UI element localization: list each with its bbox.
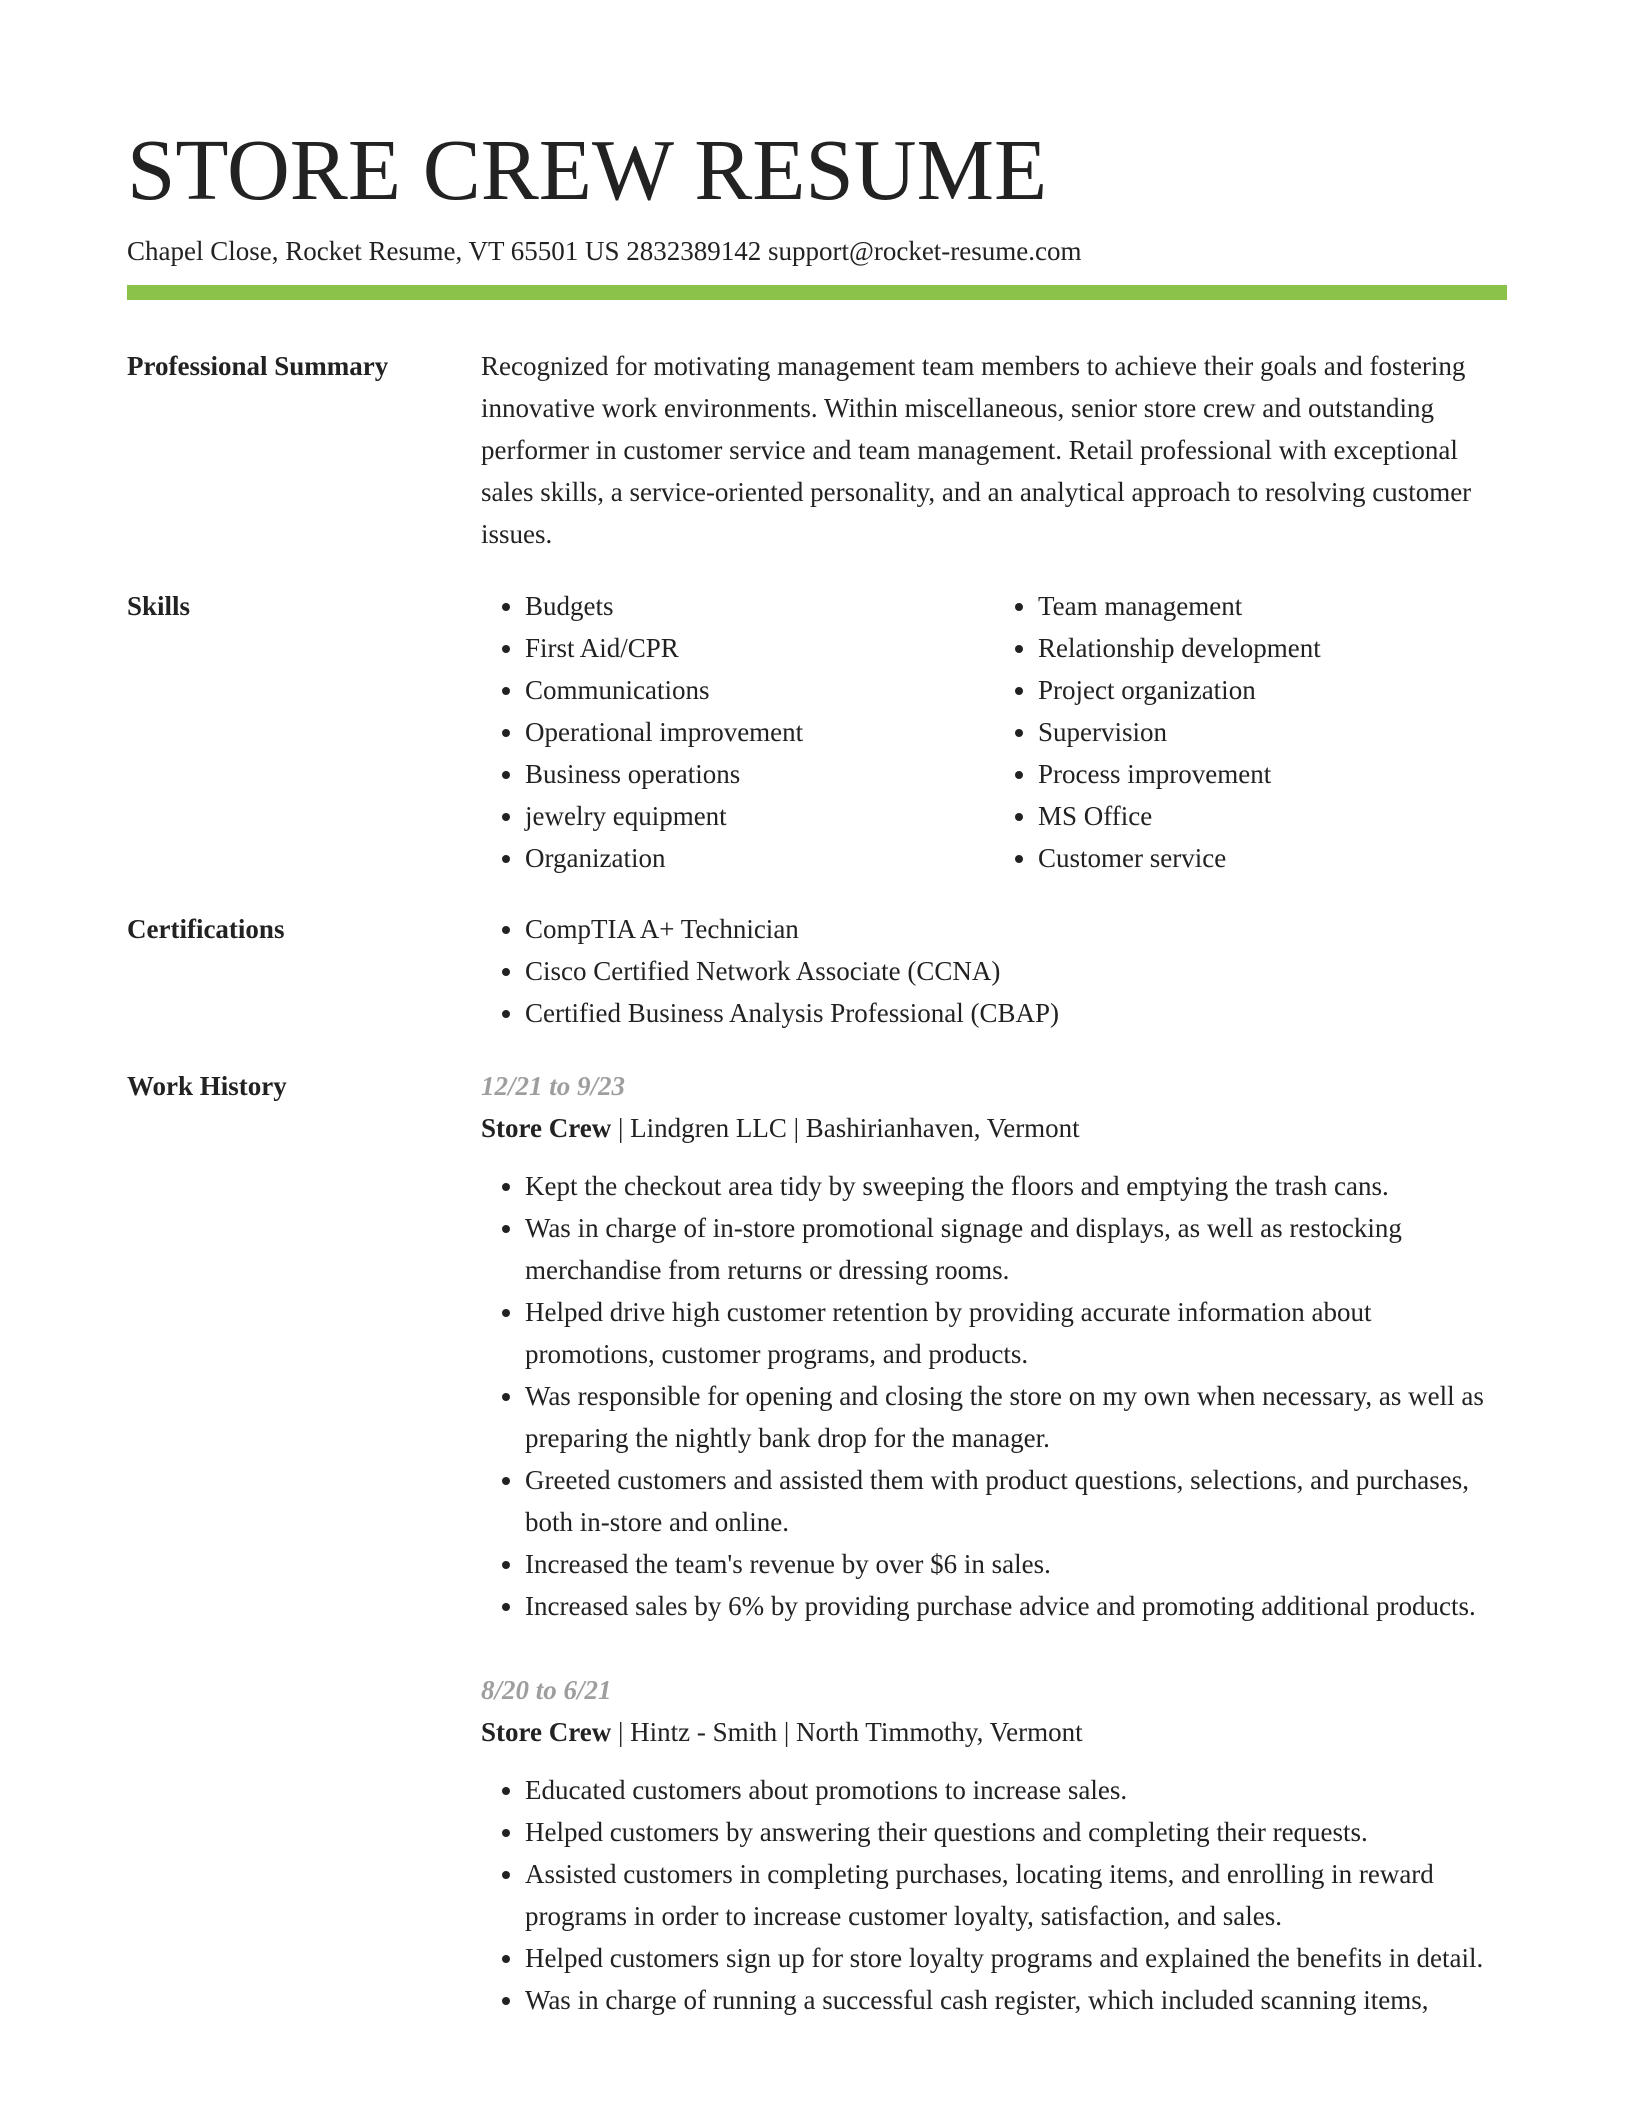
job-entry: [481, 1065, 1507, 1627]
skill-item: • Communications: [525, 669, 994, 711]
skill-item: • Process improvement: [1038, 753, 1507, 795]
resume-title: STORE CREW RESUME: [127, 121, 1048, 218]
job-bullet: • Assisted customers in completing purchases, locating items, and enrolling in reward programs in order to increase customer loyalty, satisfaction, and sales.: [525, 1853, 1507, 1937]
skill-item: • Budgets: [525, 585, 994, 627]
job-dates: 12/21 to 9/23: [481, 1071, 626, 1101]
work-history-heading: Work History: [127, 1071, 287, 1101]
skill-item: • Customer service: [1038, 837, 1507, 879]
skill-item: • Team management: [1038, 585, 1507, 627]
certification-item: • Certified Business Analysis Professional (CBAP): [525, 992, 1507, 1034]
job-bullet: • Helped customers sign up for store loyalty programs and explained the benefits in detail.: [525, 1937, 1507, 1979]
skill-item: • Supervision: [1038, 711, 1507, 753]
skill-item: • Relationship development: [1038, 627, 1507, 669]
job-dates: 8/20 to 6/21: [481, 1675, 612, 1705]
job-bullet: • Was responsible for opening and closing the store on my own when necessary, as well as preparing the nightly bank drop for the manager.: [525, 1375, 1507, 1459]
skills-list-right: [994, 585, 1507, 879]
skill-item: • Project organization: [1038, 669, 1507, 711]
job-bullets: [481, 1165, 1507, 1627]
job-entry: [481, 1669, 1507, 2021]
job-bullets: [481, 1769, 1507, 2021]
certifications-list: [481, 908, 1507, 1034]
summary-body: [481, 345, 1507, 555]
contact-line: Chapel Close, Rocket Resume, VT 65501 US 2832389142 support@rocket-resume.com: [127, 236, 1082, 266]
job-bullet: • Greeted customers and assisted them with product questions, selections, and purchases, both in-store and online.: [525, 1459, 1507, 1543]
skills-list-left: [481, 585, 994, 879]
job-title: Store Crew: [481, 1717, 612, 1747]
certification-item: • Cisco Certified Network Associate (CCNA): [525, 950, 1507, 992]
skill-item: • Operational improvement: [525, 711, 994, 753]
job-details: | Lindgren LLC | Bashirianhaven, Vermont: [611, 1113, 1080, 1143]
job-bullet: • Helped drive high customer retention by providing accurate information about promotions, customer programs, and products.: [525, 1291, 1507, 1375]
job-bullet: • Was in charge of running a successful cash register, which included scanning items,: [525, 1979, 1507, 2021]
job-heading: [481, 1711, 1507, 1753]
job-title: Store Crew: [481, 1113, 612, 1143]
summary-heading: Professional Summary: [127, 351, 389, 381]
job-bullet: • Kept the checkout area tidy by sweeping the floors and emptying the trash cans.: [525, 1165, 1507, 1207]
job-bullet: • Was in charge of in-store promotional signage and displays, as well as restocking merchandise from returns or dressing rooms.: [525, 1207, 1507, 1291]
job-bullet: • Increased the team's revenue by over $6 in sales.: [525, 1543, 1507, 1585]
resume-header: [127, 120, 1507, 268]
certification-item: • CompTIA A+ Technician: [525, 908, 1507, 950]
skill-item: • First Aid/CPR: [525, 627, 994, 669]
job-bullet: • Helped customers by answering their questions and completing their requests.: [525, 1811, 1507, 1853]
certifications-heading: Certifications: [127, 914, 285, 944]
accent-divider: [127, 285, 1507, 300]
skills-body: [481, 585, 1507, 879]
skill-item: • jewelry equipment: [525, 795, 994, 837]
job-heading: [481, 1107, 1507, 1149]
work-history-body: [481, 1065, 1507, 2021]
skills-heading: Skills: [127, 591, 191, 621]
job-bullet: • Educated customers about promotions to increase sales.: [525, 1769, 1507, 1811]
skill-item: • Organization: [525, 837, 994, 879]
job-bullet: • Increased sales by 6% by providing purchase advice and promoting additional products.: [525, 1585, 1507, 1627]
job-details: | Hintz - Smith | North Timmothy, Vermont: [611, 1717, 1083, 1747]
skill-item: • MS Office: [1038, 795, 1507, 837]
summary-text: Recognized for motivating management team members to achieve their goals and fostering innovative work environments. Within miscellaneous, senior store crew and outstanding performer in customer service and team management. Retail professional with exceptional sales skills, a service-oriented personality, and an analytical approach to resolving customer issues.: [481, 351, 1472, 549]
skill-item: • Business operations: [525, 753, 994, 795]
certifications-body: [481, 908, 1507, 1034]
